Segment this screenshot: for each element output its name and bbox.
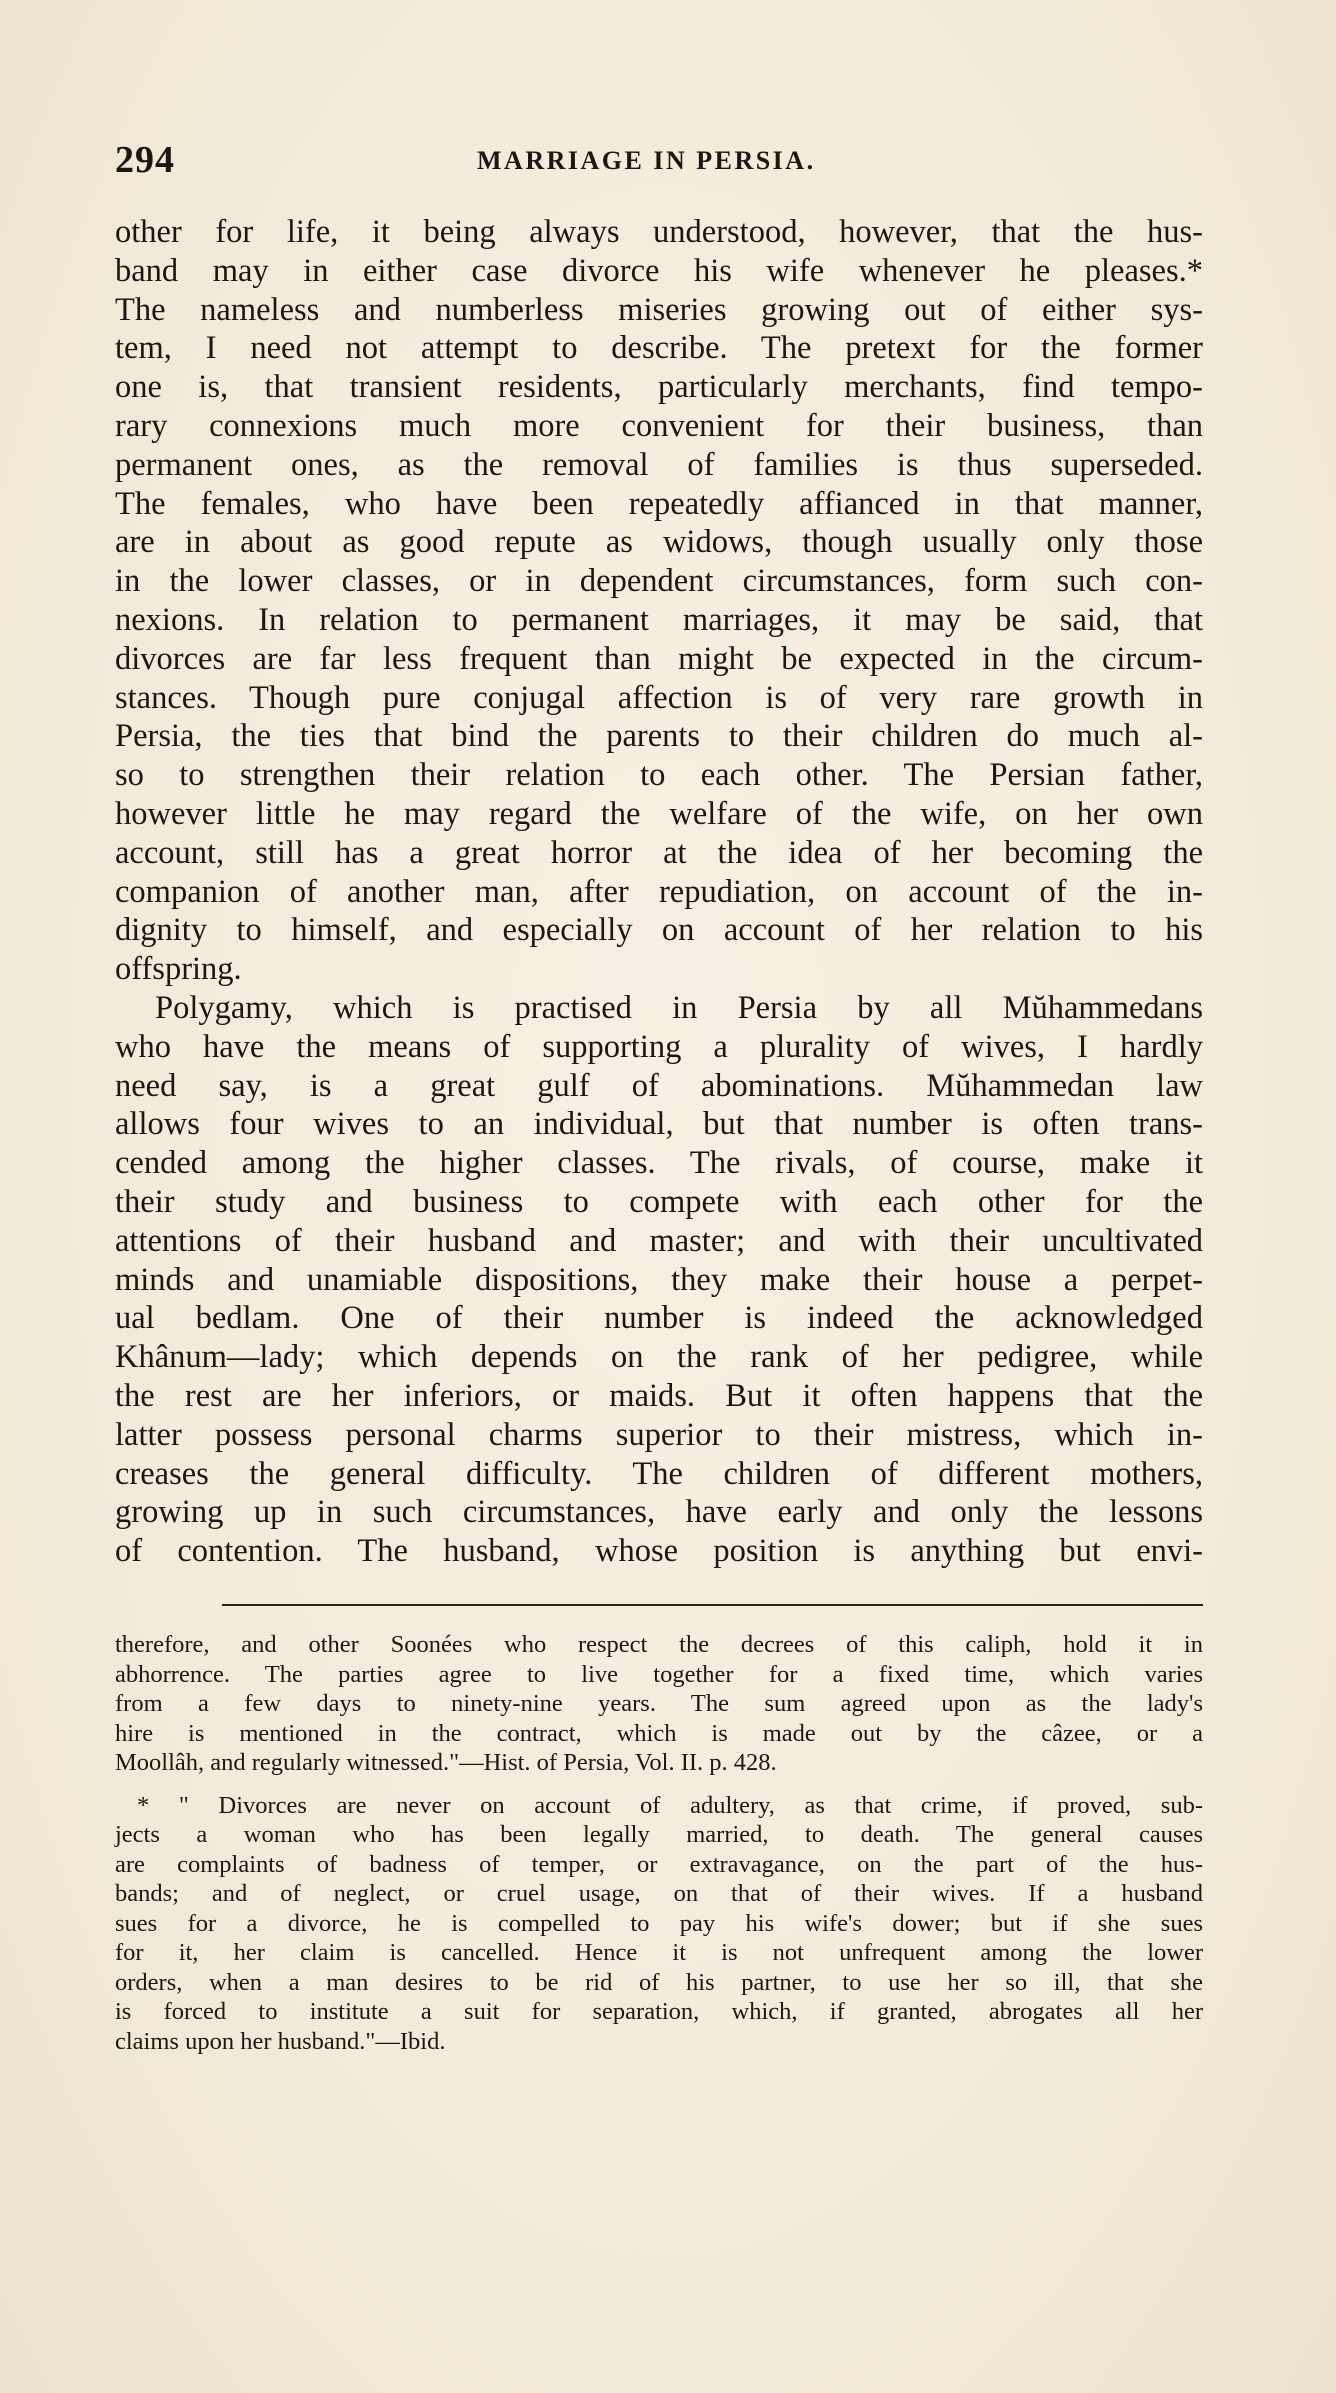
text-line: minds and unamiable dispositions, they make their house a perpet- [115,1261,1203,1298]
footnote-line: Moollâh, and regularly witnessed."—Hist. of Persia, Vol. II. p. 428. [115,1749,777,1776]
text-line: other for life, it being always understood, however, that the hus- [115,214,1203,250]
text-line: nexions. In relation to permanent marriages, it may be said, that [115,601,1203,638]
text-line: the rest are her inferiors, or maids. But it often happens that the [115,1377,1203,1414]
text-line: so to strengthen their relation to each other. The Persian father, [115,757,1203,794]
page-header [115,138,1203,188]
text-line: need say, is a great gulf of abominations. Mŭhammedan law [115,1067,1203,1104]
footnote-line: therefore, and other Soonées who respect the decrees of this caliph, hold it in [115,1631,1203,1658]
text-line: Khânum—lady; which depends on the rank of her pedigree, while [115,1339,1203,1376]
footnote-line: from a few days to ninety-nine years. The sum agreed upon as the lady's [115,1690,1203,1717]
text-line: in the lower classes, or in dependent circumstances, form such con- [115,563,1203,600]
footnote-line: is forced to institute a suit for separation, which, if granted, abrogates all her [115,1998,1203,2025]
text-line: one is, that transient residents, particularly merchants, find tempo- [115,369,1203,406]
footnote-line: bands; and of neglect, or cruel usage, on that of their wives. If a husband [115,1880,1203,1907]
text-line: growing up in such circumstances, have early and only the lessons [115,1494,1203,1531]
text-line: ual bedlam. One of their number is indeed the acknowledged [115,1300,1203,1337]
text-line: account, still has a great horror at the idea of her becoming the [115,834,1203,871]
text-line: are in about as good repute as widows, though usually only those [115,524,1203,561]
footnote-divider [222,1604,1203,1606]
footnote-line: abhorrence. The parties agree to live together for a fixed time, which varies [115,1660,1203,1688]
text-line: The nameless and numberless miseries growing out of either sys- [115,291,1203,328]
text-line: attentions of their husband and master; and with their uncultivated [115,1222,1203,1259]
footnote-line: jects a woman who has been legally married, to death. The general causes [115,1821,1203,1848]
text-line: divorces are far less frequent than might be expected in the circum- [115,640,1203,677]
text-line: their study and business to compete with each other for the [115,1183,1203,1220]
footnote-line: for it, her claim is cancelled. Hence it is not unfrequent among the lower [115,1939,1203,1966]
running-title: MARRIAGE IN PERSIA. [477,146,816,175]
text-line: cended among the higher classes. The rivals, of course, make it [115,1145,1203,1182]
text-line: The females, who have been repeatedly affianced in that manner, [115,485,1203,522]
footnote-line: hire is mentioned in the contract, which is made out by the câzee, or a [115,1719,1203,1747]
text-line: tem, I need not attempt to describe. The pretext for the former [115,330,1203,367]
footnotes [115,1630,1203,2056]
text-line: companion of another man, after repudiation, on account of the in- [115,873,1203,910]
text-line: permanent ones, as the removal of families is thus superseded. [115,446,1203,483]
text-line: offspring. [115,951,242,988]
text-line: stances. Though pure conjugal affection is of very rare growth in [115,679,1203,716]
text-line: of contention. The husband, whose position is anything but envi- [115,1533,1203,1570]
text-line: who have the means of supporting a plurality of wives, I hardly [115,1028,1203,1065]
text-line: rary connexions much more convenient for their business, than [115,407,1203,444]
main-text [115,213,1203,1571]
text-line: latter possess personal charms superior to their mistress, which in- [115,1416,1203,1453]
footnote-line: sues for a divorce, he is compelled to pay his wife's dower; but if she sues [115,1909,1203,1937]
footnote-line: orders, when a man desires to be rid of his partner, to use her so ill, that she [115,1968,1203,1996]
text-line: band may in either case divorce his wife whenever he pleases.* [115,252,1203,289]
text-line: creases the general difficulty. The children of different mothers, [115,1455,1203,1492]
text-line: dignity to himself, and especially on account of her relation to his [115,912,1203,949]
text-line: allows four wives to an individual, but that number is often trans- [115,1106,1203,1143]
text-line: however little he may regard the welfare of the wife, on her own [115,795,1203,832]
footnote-line: are complaints of badness of temper, or extravagance, on the part of the hus- [115,1850,1203,1878]
text-line: Polygamy, which is practised in Persia by all Mŭhammedans [155,989,1203,1026]
text-line: Persia, the ties that bind the parents to their children do much al- [115,718,1203,755]
page-number: 294 [115,139,175,181]
footnote-line: * " Divorces are never on account of adultery, as that crime, if proved, sub- [137,1791,1203,1819]
footnote-line: claims upon her husband."—Ibid. [115,2027,446,2055]
